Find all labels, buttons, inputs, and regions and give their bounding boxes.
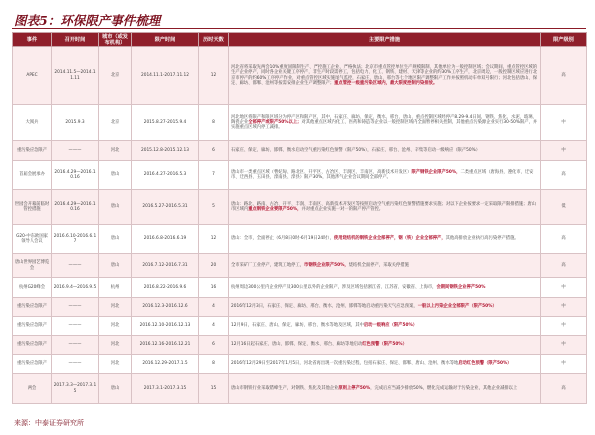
held-cell: 2016.4.29—2016.10.16: [52, 190, 99, 225]
measure-text: 12月9日，石家庄、唐山、保定、廊坊、邢台、衡水等地及区域，其中: [231, 323, 364, 329]
city-cell: 唐山: [99, 225, 132, 254]
measures-cell: [229, 190, 541, 225]
measure-highlight: 全部停产或限产50%以上；: [248, 119, 302, 125]
days-cell: 16: [199, 278, 229, 298]
measure-text: 唐山市一类重点区域（曹妃甸、路北区、开平区、古冶区、丰润区、丰南区、高新技术开发区）: [231, 169, 412, 175]
measures-cell: [229, 161, 541, 190]
table-row: [13, 141, 587, 161]
held-cell: 2016.6.10-2016.6.17: [52, 225, 99, 254]
measures-cell: [229, 47, 541, 105]
days-cell: 8: [199, 105, 229, 141]
header-held: 召开时间: [52, 33, 99, 47]
period-cell: 2016.7.12-2016.7.31: [132, 254, 199, 278]
level-cell: 中: [541, 298, 587, 317]
measure-text: 烧结机全面停产，采取关停措施: [348, 262, 409, 268]
measures-cell: [229, 225, 541, 254]
measures-cell: [229, 298, 541, 317]
days-cell: 6: [199, 141, 229, 161]
measure-text: 河北省将采取先两会10%重度固限制生产、严控施工企业、严格执法；北京市重点管控单位生产规模限制、其他单位为一般控制区域；会议期间，重点管控区域的生产企业停产，同时各企业关键工序停产，非生产时段需停工，包括电力、化工、钢铁、建材、天津等企业的约30%工序生产，北京周边，一般控制区域应进行北京市停产的约60%工序停产作业，对重点管控区域实施尾气监控，石家庄、唐山、邢台等七个地区限产调整限产工作并按照机动车单双号限行；河北包括唐山、保定、廊坊、邯郸、沧州等按需安排企业生产调整限产；: [231, 64, 538, 86]
held-cell: ———: [52, 355, 99, 374]
event-cell: 重污染应急限产: [13, 355, 52, 374]
event-cell: 重污染应急限产: [13, 336, 52, 355]
table-header-row: [13, 33, 587, 47]
title-rule: [12, 28, 586, 29]
table-row: [13, 161, 587, 190]
level-cell: 中: [541, 317, 587, 336]
restriction-events-table: [12, 32, 587, 404]
event-cell: 重污染应急限产: [13, 141, 52, 161]
event-cell: G20-中东欧国家领导人会议: [13, 225, 52, 254]
level-cell: 中: [541, 336, 587, 355]
measure-text: 杭州周边300公里内企业停产及300公里以外的企业限产，涉及区域包括浙江省、江苏省、安徽省、上海市，: [231, 284, 437, 290]
table-row: [13, 298, 587, 317]
held-cell: ———: [52, 298, 99, 317]
days-cell: 4: [199, 317, 229, 336]
measure-text: 辛集等启动一级响应（限产50%）: [414, 147, 480, 153]
measure-highlight: 一般以上污染企业全部限产（限产50%）: [417, 304, 497, 310]
city-cell: 唐山: [99, 254, 132, 278]
level-cell: 高: [541, 254, 587, 278]
event-cell: 重污染应急限产: [13, 298, 52, 317]
days-cell: 20: [199, 254, 229, 278]
level-cell: 高: [541, 225, 587, 254]
measure-highlight: 市钢铁企业限产50%，: [304, 262, 349, 268]
level-cell: 中: [541, 278, 587, 298]
days-cell: 7: [199, 161, 229, 190]
level-cell: 高: [541, 161, 587, 190]
measure-text: 2016年12月29日至2017年1月5日，河北省再出现一次重污染过程，包括石家庄、保定、邯郸、唐山、沧州、衡水等地: [231, 361, 459, 367]
city-cell: 唐山: [99, 190, 132, 225]
measures-cell: [229, 317, 541, 336]
event-cell: 重污染应急限产: [13, 317, 52, 336]
measure-text: ，完成后应当减少排放50%，燃化完成运输对于污染企业，其他企业减排以上: [370, 385, 518, 391]
held-cell: 2014.11.5—2014.11.11: [52, 47, 99, 105]
held-cell: ———: [52, 317, 99, 336]
measure-text: 唐山：路北、路南、古冶、开平、丰润、丰南区、高新技术开发区等按照启动空气重污染红色预警措施要求实施；对以下企业按要求一定采取限产限排措施；唐山市区域内: [231, 201, 537, 212]
table-row: [13, 374, 587, 404]
city-cell: 河北: [99, 298, 132, 317]
days-cell: 12: [199, 47, 229, 105]
measure-text: 其他高排放企业执行高污染停产措施。: [445, 236, 519, 242]
city-cell: 北京: [99, 47, 132, 105]
measure-text: 唐山：全市，全面停止（6月8日0时-6月19日24时），: [231, 236, 334, 242]
measure-highlight: 重点钢铁企业要限产50%，: [248, 207, 302, 212]
level-cell: 高: [541, 374, 587, 404]
held-cell: ———: [52, 254, 99, 278]
period-cell: 2016.4.27-2016.5.3: [132, 161, 199, 190]
level-cell: 中: [541, 105, 587, 141]
days-cell: 4: [199, 298, 229, 317]
measures-cell: [229, 355, 541, 374]
table-body: [13, 47, 587, 404]
level-cell: 高: [541, 47, 587, 105]
held-cell: ———: [52, 336, 99, 355]
measure-highlight: 会期间钢铁企业停产50%: [436, 284, 486, 290]
measure-highlight: 原则上停产50%: [338, 385, 371, 391]
period-cell: 2016.12.10-2016.12.13: [132, 317, 199, 336]
held-cell: 2016.9.4—2016.9.5: [52, 278, 99, 298]
city-cell: 河北: [99, 317, 132, 336]
measure-text: 河北地区将限产和限区域分为停产区和限产区，其中，石家庄、廊坊、保定、衡水、邢台、唐山、重点控制区域经停产8.29-9.4日间，钢铁、焦化、水泥、玻璃、陶瓷企业: [231, 114, 537, 125]
held-cell: 2015.9.3: [52, 105, 99, 141]
table-row: [13, 225, 587, 254]
measure-text: 全市采矿厂工业停产，建筑工地停工，: [231, 262, 305, 268]
table-row: [13, 336, 587, 355]
days-cell: 15: [199, 374, 229, 404]
period-cell: 2016.12.29-2017.1.5: [132, 355, 199, 374]
chart-title: 图表5：环保限产事件梳理: [14, 13, 161, 28]
table-row: [13, 317, 587, 336]
days-cell: 12: [199, 225, 229, 254]
event-cell: 两会: [13, 374, 52, 404]
measure-text: 12月16日起石家庄、唐山、邯郸、保定、衡水、邢台、廊坊等地启动: [231, 342, 363, 348]
held-cell: 2017.3.3—2017.3.15: [52, 374, 99, 404]
event-cell: 首届会展承办: [13, 161, 52, 190]
held-cell: ———: [52, 141, 99, 161]
measures-cell: [229, 254, 541, 278]
measure-text: 2016年12月3日，石家庄、保定、廊坊、邢台、衡水、沧州、邯郸等地启动重污染天气应急预案，: [231, 304, 418, 310]
event-cell: APEC: [13, 47, 52, 105]
city-cell: 北京: [99, 105, 132, 141]
measure-highlight: 使用烧结机的钢铁企业全部停产，钢（铁）企业全部停产，: [333, 236, 446, 242]
measures-cell: [229, 105, 541, 141]
measures-cell: [229, 278, 541, 298]
period-cell: 2016.12.3-2016.12.6: [132, 298, 199, 317]
city-cell: 唐山: [99, 161, 132, 190]
event-cell: 大阅兵: [13, 105, 52, 141]
source-note: 来源：中泰证券研究所: [14, 419, 84, 427]
measure-highlight: 启动一级响应（限产50%）: [363, 323, 418, 329]
period-cell: 2016.5.27-2016.5.31: [132, 190, 199, 225]
measure-text: 二类重点区域（唐海县，遵化市、迁安市、迁西县、玉田县、滦南县、滦县）限产30%，其他涉气企业会议期间全部停产。: [231, 169, 534, 180]
table-row: [13, 278, 587, 298]
measures-cell: [229, 374, 541, 404]
measure-text: 唐山市钢铁行业采取错峰生产，对钢铁、焦化及其他企业: [231, 385, 339, 391]
header-event: 事件: [13, 33, 52, 47]
period-cell: 2015.12.8-2015.12.13: [132, 141, 199, 161]
event-cell: 唐山世界园艺博览会: [13, 254, 52, 278]
days-cell: 8: [199, 355, 229, 374]
header-city: 城市（或发布机构）: [99, 33, 132, 47]
measures-cell: [229, 336, 541, 355]
days-cell: 5: [199, 190, 229, 225]
table-row: [13, 355, 587, 374]
measure-highlight: 红色预警（限产50%）: [362, 342, 407, 348]
days-cell: 6: [199, 336, 229, 355]
measure-highlight: 启动红色预警（限产50%）: [458, 361, 512, 367]
city-cell: 河北: [99, 141, 132, 161]
header-days: 历时天数: [199, 33, 229, 47]
table-row: [13, 254, 587, 278]
city-cell: 唐山: [99, 374, 132, 404]
measure-highlight: 重点管控一级重污染区域内，最大限度控制污染排放。: [334, 80, 438, 86]
table-row: [13, 105, 587, 141]
period-cell: 2016.12.16-2016.12.21: [132, 336, 199, 355]
header-period: 限产时间: [132, 33, 199, 47]
event-cell: 世园会开幕前临时管控措施: [13, 190, 52, 225]
table-row: [13, 47, 587, 105]
level-cell: 中: [541, 141, 587, 161]
city-cell: 河北: [99, 355, 132, 374]
header-measures: 主要限产措施: [229, 33, 541, 47]
level-cell: 中: [541, 355, 587, 374]
measure-highlight: 限产钢铁企业限产50%，: [411, 169, 461, 175]
level-cell: 低: [541, 190, 587, 225]
event-cell: 杭州G20峰会: [13, 278, 52, 298]
measure-text: 对其他重点区域内化工、医药和铸造等企业以一般控制区域内全面暂停相关控制，其他重点污染源企业实行30-50%限产，并实施重点区域内停工减排。: [231, 119, 538, 131]
measures-cell: [229, 141, 541, 161]
measure-text: 石家庄、保定、廊坊、邯郸、衡水启动空气重污染红色预警（限产50%），石家庄、邢台、沧州、: [231, 147, 415, 153]
header-level: 限产级别: [541, 33, 587, 47]
period-cell: 2016.6.8-2016.6.19: [132, 225, 199, 254]
measure-text: 并对重点企业实施一对一的限产停产管控。: [301, 207, 384, 212]
held-cell: 2016.4.29—2016.10.16: [52, 161, 99, 190]
city-cell: 杭州: [99, 278, 132, 298]
period-cell: 2015.8.27-2015.9.4: [132, 105, 199, 141]
period-cell: 2014.11.1-2017.11.12: [132, 47, 199, 105]
period-cell: 2017.3.1-2017.3.15: [132, 374, 199, 404]
table-row: [13, 190, 587, 225]
city-cell: 河北: [99, 336, 132, 355]
period-cell: 2016.8.22-2016.9.6: [132, 278, 199, 298]
